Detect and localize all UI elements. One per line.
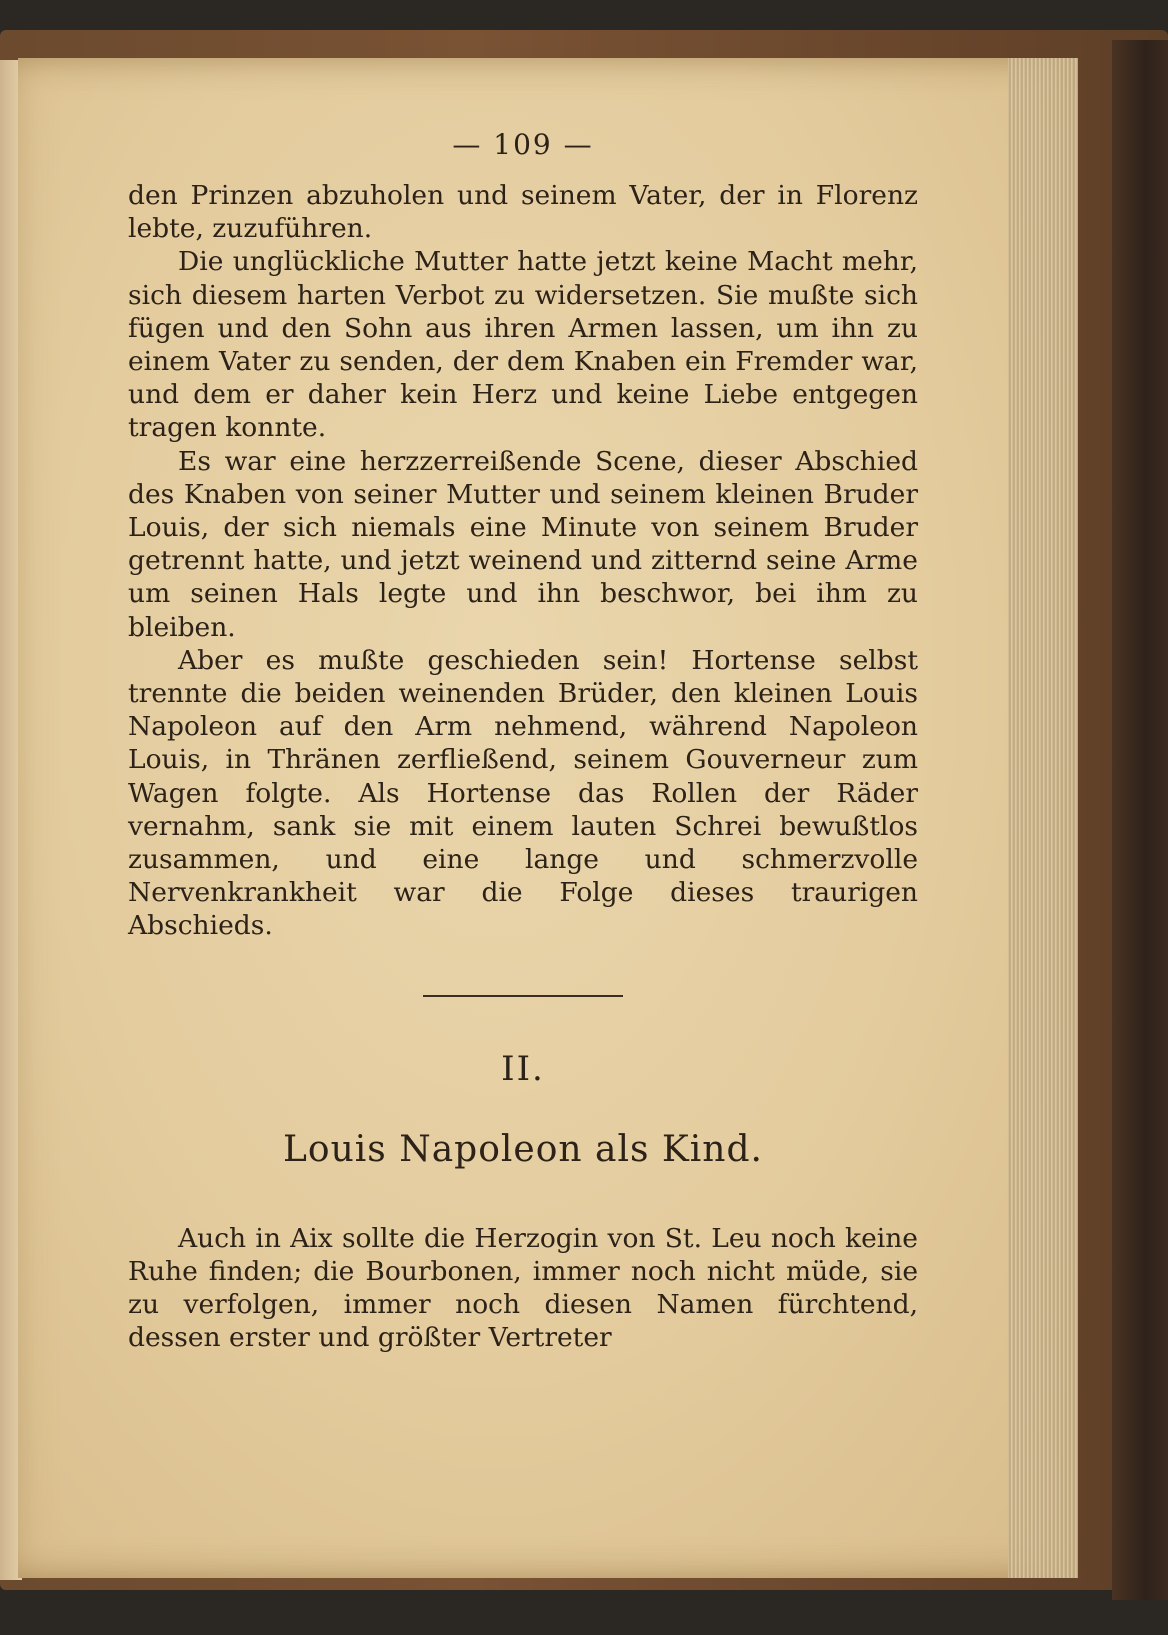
page-stack-edges — [1008, 58, 1078, 1578]
book-spine-edge — [1112, 40, 1168, 1600]
section-divider — [423, 995, 623, 997]
paragraph: Die unglückliche Mutter hatte jetzt keine Macht mehr, sich diesem harten Verbot zu widersetzen. Sie mußte sich fügen und den Sohn aus ihren Armen lassen, um ihn zu einem Vater zu senden, der dem Knaben ein Fremder war, und dem er daher kein Herz und keine Liebe entgegen tragen konnte. — [128, 246, 918, 444]
paragraph: den Prinzen abzuholen und seinem Vater, der in Florenz lebte, zuzuführen. — [128, 180, 918, 245]
chapter-title: Louis Napoleon als Kind. — [283, 1128, 763, 1170]
paragraph: Aber es mußte geschieden sein! Hortense selbst trennte die beiden weinenden Brüder, den kleinen Louis Napoleon auf den Arm nehmend, während Napoleon Louis, in Thränen zerfließend, seinem Gouverneur zum Wagen folgte. Als Hortense das Rollen der Räder vernahm, sank sie mit einem lauten Schrei bewußtlos zusammen, und eine lange und schmerzvolle Nervenkrankheit war die Folge dieses traurigen Abschieds. — [128, 644, 918, 942]
paragraph: Auch in Aix sollte die Herzogin von St. Leu noch keine Ruhe finden; die Bourbonen, immer noch nicht müde, sie zu verfolgen, immer noch diesen Namen fürchtend, dessen erster und größter Vertreter — [128, 1222, 918, 1354]
chapter-number: II. — [501, 1048, 545, 1089]
page-number: — 109 — — [452, 128, 594, 161]
paragraph: Es war eine herzzerreißende Scene, dieser Abschied des Knaben von seiner Mutter und seinem kleinen Bruder Louis, der sich niemals eine Minute von seinem Bruder getrennt hatte, und jetzt weinend und zitternd seine Arme um seinen Hals legte und ihn beschwor, bei ihm zu bleiben. — [128, 445, 918, 643]
page-text — [128, 128, 918, 1354]
